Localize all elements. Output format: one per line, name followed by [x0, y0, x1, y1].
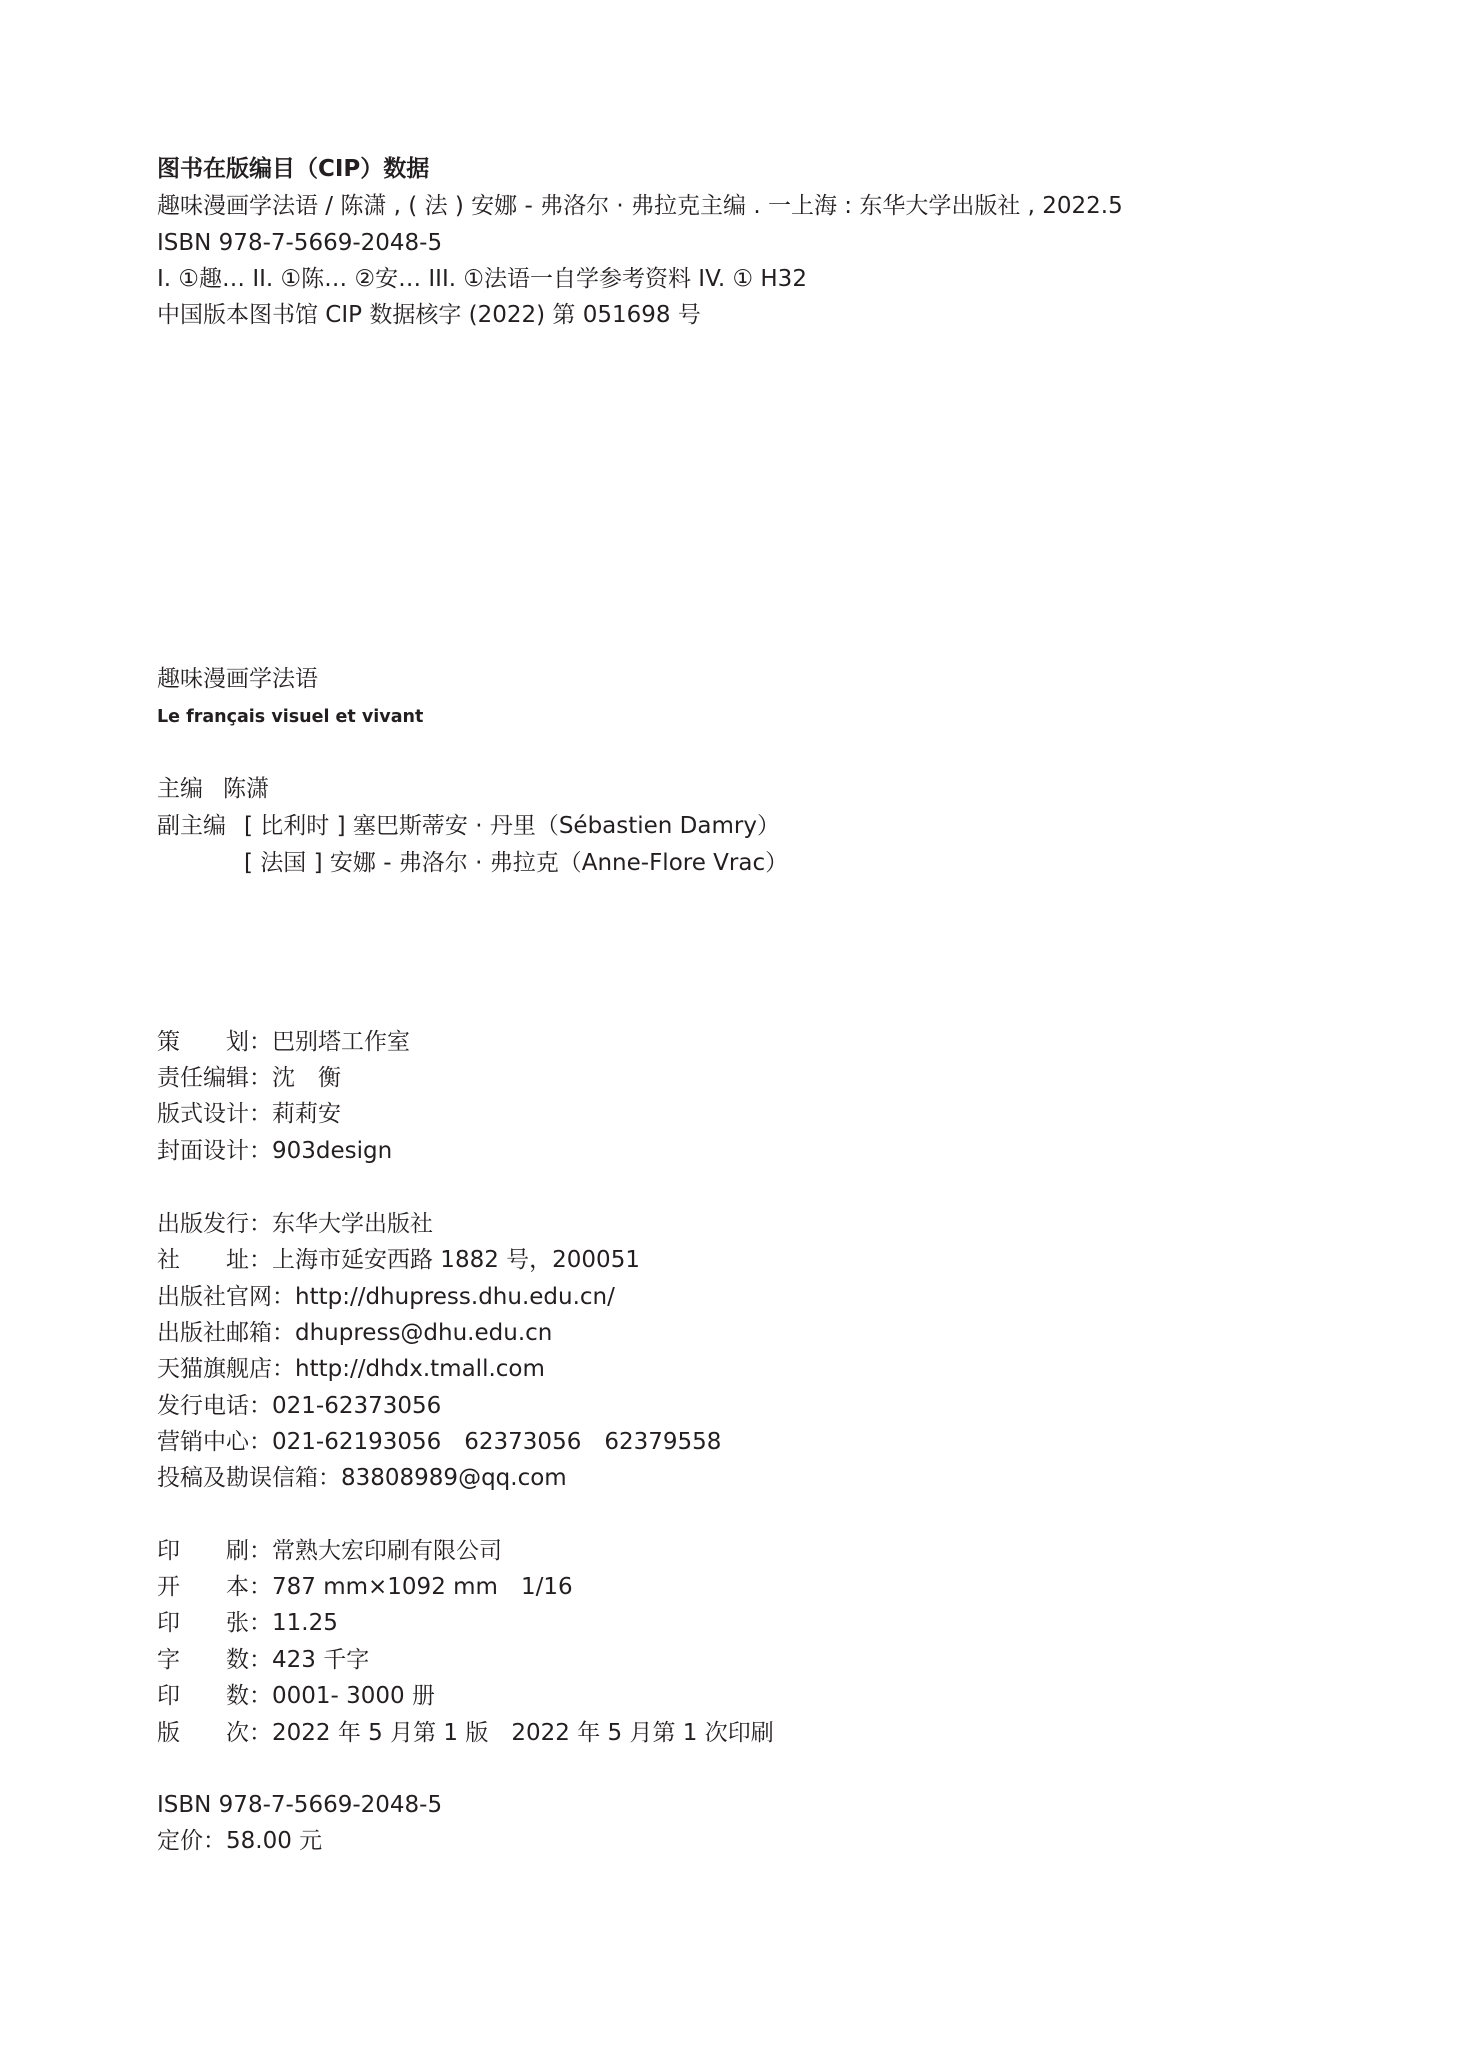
printing-row	[157, 1536, 502, 1566]
staff-row-cover	[157, 1136, 392, 1166]
publisher-row	[157, 1391, 441, 1421]
publisher-website-link[interactable]: http://dhupress.dhu.edu.cn/	[295, 1284, 615, 1310]
publisher-row	[157, 1245, 640, 1275]
book-title-cn: 趣味漫画学法语	[157, 666, 318, 692]
publisher-row	[157, 1282, 615, 1312]
printing-value: 423 千字	[272, 1647, 370, 1673]
staff-label: 责任编辑：	[157, 1065, 272, 1091]
publisher-label: 社 址：	[157, 1247, 272, 1273]
publisher-value: 021-62373056	[272, 1393, 442, 1419]
staff-row-planning	[157, 1027, 410, 1057]
cip-line-isbn: ISBN 978-7-5669-2048-5	[157, 230, 443, 256]
printing-label: 印 数：	[157, 1683, 272, 1709]
staff-row-editor	[157, 1063, 341, 1093]
publisher-label: 出版发行：	[157, 1211, 272, 1237]
cip-line-record-number: 中国版本图书馆 CIP 数据核字 (2022) 第 051698 号	[157, 302, 701, 328]
submission-email-link[interactable]: 83808989@qq.com	[341, 1465, 567, 1491]
printing-row	[157, 1718, 774, 1748]
staff-value: 903design	[272, 1138, 393, 1164]
printing-value: 11.25	[272, 1610, 338, 1636]
price-line	[157, 1826, 322, 1856]
printing-value: 2022 年 5 月第 1 版 2022 年 5 月第 1 次印刷	[272, 1720, 774, 1746]
chief-editor-line	[157, 774, 269, 804]
staff-label: 策 划：	[157, 1029, 272, 1055]
publisher-label: 出版社官网：	[157, 1284, 295, 1310]
deputy-editor-label: 副主编	[157, 813, 226, 839]
book-title-fr: Le français visuel et vivant	[157, 707, 424, 727]
publisher-value: 021-62193056 62373056 62379558	[272, 1429, 722, 1455]
publisher-value: 东华大学出版社	[272, 1211, 433, 1237]
publisher-row	[157, 1354, 545, 1384]
publisher-label: 出版社邮箱：	[157, 1320, 295, 1346]
staff-label: 版式设计：	[157, 1101, 272, 1127]
cip-line-classification: I. ①趣… II. ①陈… ②安… III. ①法语一自学参考资料 IV. ① H32	[157, 266, 807, 292]
printing-label: 开 本：	[157, 1574, 272, 1600]
printing-row	[157, 1572, 573, 1602]
deputy-editor-1: [ 比利时 ] 塞巴斯蒂安 · 丹里（Sébastien Damry）	[244, 813, 780, 839]
chief-editor-label: 主编	[157, 776, 203, 802]
publisher-label: 发行电话：	[157, 1393, 272, 1419]
publisher-label: 投稿及勘误信箱：	[157, 1465, 341, 1491]
publisher-row	[157, 1463, 567, 1493]
publisher-value: 上海市延安西路 1882 号，200051	[272, 1247, 640, 1273]
publisher-label: 天猫旗舰店：	[157, 1356, 295, 1382]
cip-heading: 图书在版编目（CIP）数据	[157, 156, 430, 182]
publisher-email-link[interactable]: dhupress@dhu.edu.cn	[295, 1320, 553, 1346]
price-value: 58.00 元	[226, 1828, 323, 1854]
printing-label: 版 次：	[157, 1720, 272, 1746]
staff-value: 莉莉安	[272, 1101, 341, 1127]
price-label: 定价：	[157, 1828, 226, 1854]
printing-value: 0001- 3000 册	[272, 1683, 435, 1709]
deputy-editor-line-1	[157, 811, 780, 841]
printing-row	[157, 1681, 435, 1711]
tmall-store-link[interactable]: http://dhdx.tmall.com	[295, 1356, 545, 1382]
printing-label: 印 张：	[157, 1610, 272, 1636]
publisher-row	[157, 1209, 433, 1239]
staff-row-layout	[157, 1099, 341, 1129]
staff-value: 沈 衡	[272, 1065, 341, 1091]
footer-isbn: ISBN 978-7-5669-2048-5	[157, 1792, 443, 1818]
printing-label: 字 数：	[157, 1647, 272, 1673]
staff-value: 巴别塔工作室	[272, 1029, 410, 1055]
deputy-editor-2: [ 法国 ] 安娜 - 弗洛尔 · 弗拉克（Anne-Flore Vrac）	[244, 850, 789, 876]
printing-row	[157, 1645, 369, 1675]
staff-label: 封面设计：	[157, 1138, 272, 1164]
publisher-row	[157, 1318, 552, 1348]
printing-value: 常熟大宏印刷有限公司	[272, 1538, 502, 1564]
cip-line-title: 趣味漫画学法语 / 陈潇 , ( 法 ) 安娜 - 弗洛尔 · 弗拉克主编 . 一上海 : 东华大学出版社 , 2022.5	[157, 193, 1123, 219]
printing-label: 印 刷：	[157, 1538, 272, 1564]
printing-value: 787 mm×1092 mm 1/16	[272, 1574, 573, 1600]
printing-row	[157, 1608, 338, 1638]
chief-editor-name: 陈潇	[223, 776, 269, 802]
publisher-row	[157, 1427, 721, 1457]
publisher-label: 营销中心：	[157, 1429, 272, 1455]
